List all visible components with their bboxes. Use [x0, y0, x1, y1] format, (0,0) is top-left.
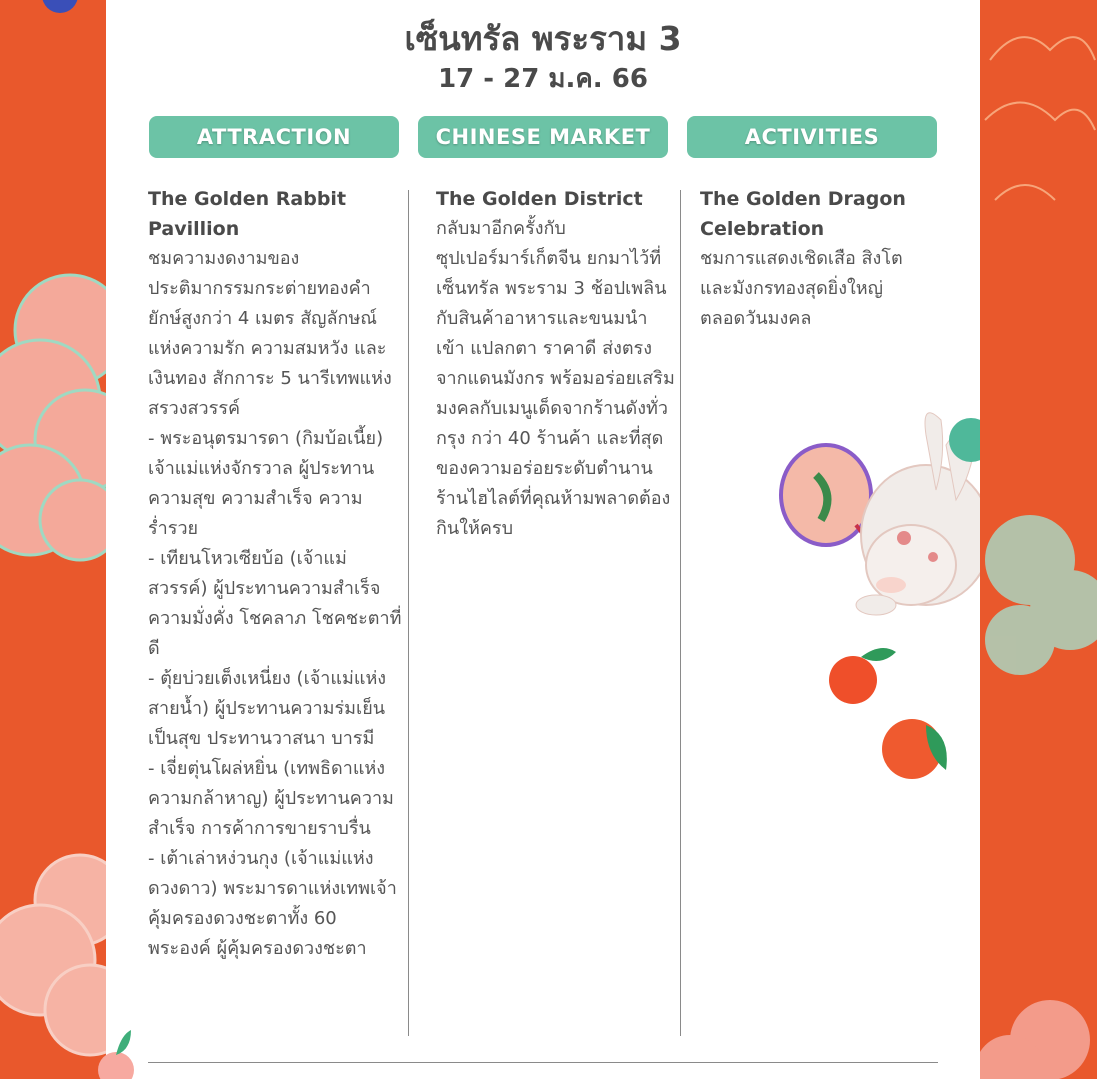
- attraction-column: [148, 184, 403, 964]
- peach-decoration: [86, 1025, 166, 1079]
- column-divider: [680, 190, 681, 1036]
- cloud-pattern-right: [980, 0, 1097, 1079]
- attraction-description: ชมความงดงามของประติมากรรมกระต่ายทองคำยักษ์สูงกว่า 4 เมตร สัญลักษณ์แห่งความรัก ความสมหวัง และเงินทอง สักการะ 5 นารีเทพแห่งสรวงสวรรค์ - พระอนุตรมารดา (กิมบ้อเนี้ย) เจ้าแม่แห่งจักรวาล ผู้ประทานความสุข ความสำเร็จ ความร่ำรวย - เทียนโหวเซียบ้อ (เจ้าแม่สวรรค์) ผู้ประทานความสำเร็จ ความมั่งคั่ง โชคลาภ โชคชะตาที่ดี - ตุ้ยบ่วยเต็งเหนี่ยง (เจ้าแม่แห่งสายน้ำ) ผู้ประทานความร่มเย็นเป็นสุข ประทานวาสนา บารมี - เจี่ยตุ่นโผล่หยิ่น (เทพธิดาแห่งความกล้าหาญ) ผู้ประทานความสำเร็จ การค้าการขายราบรื่น - เต้าเล่าหง่วนกุง (เจ้าแม่แห่งดวงดาว) พระมารดาแห่งเทพเจ้าคุ้มครองดวงชะตาทั้ง 60 พระองค์ ผู้คุ้มครองดวงชะตา: [148, 248, 402, 959]
- tangerine-icon: [829, 648, 947, 779]
- bottom-divider: [148, 1062, 938, 1063]
- page-title: เซ็นทรัล พระราม 3: [404, 19, 682, 58]
- rabbit-illustration: [776, 395, 980, 795]
- cloud-pattern-left: [0, 0, 106, 1079]
- chinese-market-title: The Golden District: [436, 188, 643, 210]
- chinese-market-column: [436, 184, 676, 544]
- tab-chinese-market[interactable]: CHINESE MARKET: [418, 116, 668, 158]
- activities-column: [700, 184, 930, 334]
- rabbit-icon: [856, 413, 980, 615]
- tab-attraction[interactable]: ATTRACTION: [149, 116, 399, 158]
- activities-description: ชมการแสดงเชิดเสือ สิงโต และมังกรทองสุดยิ่งใหญ่ ตลอดวันมงคล: [700, 248, 903, 329]
- tab-activities[interactable]: ACTIVITIES: [687, 116, 937, 158]
- event-info-card: [106, 0, 980, 1079]
- event-dates: 17 - 27 ม.ค. 66: [438, 64, 648, 94]
- activities-title: The Golden Dragon Celebration: [700, 188, 906, 240]
- attraction-title: The Golden Rabbit Pavillion: [148, 188, 347, 240]
- chinese-market-description: กลับมาอีกครั้งกับซุปเปอร์มาร์เก็ตจีน ยกมาไว้ที่ เซ็นทรัล พระราม 3 ช้อปเพลินกับสินค้าอาหารและขนมนำเข้า แปลกตา ราคาดี ส่งตรงจากแดนมังกร พร้อมอร่อยเสริมมงคลกับเมนูเด็ดจากร้านดังทั่วกรุง กว่า 40 ร้านค้า และที่สุดของความอร่อยระดับตำนาน ร้านไฮไลต์ที่คุณห้ามพลาดต้องกินให้ครบ: [436, 218, 675, 539]
- right-decorative-panel: [980, 0, 1097, 1079]
- column-divider: [408, 190, 409, 1036]
- left-decorative-panel: [0, 0, 106, 1079]
